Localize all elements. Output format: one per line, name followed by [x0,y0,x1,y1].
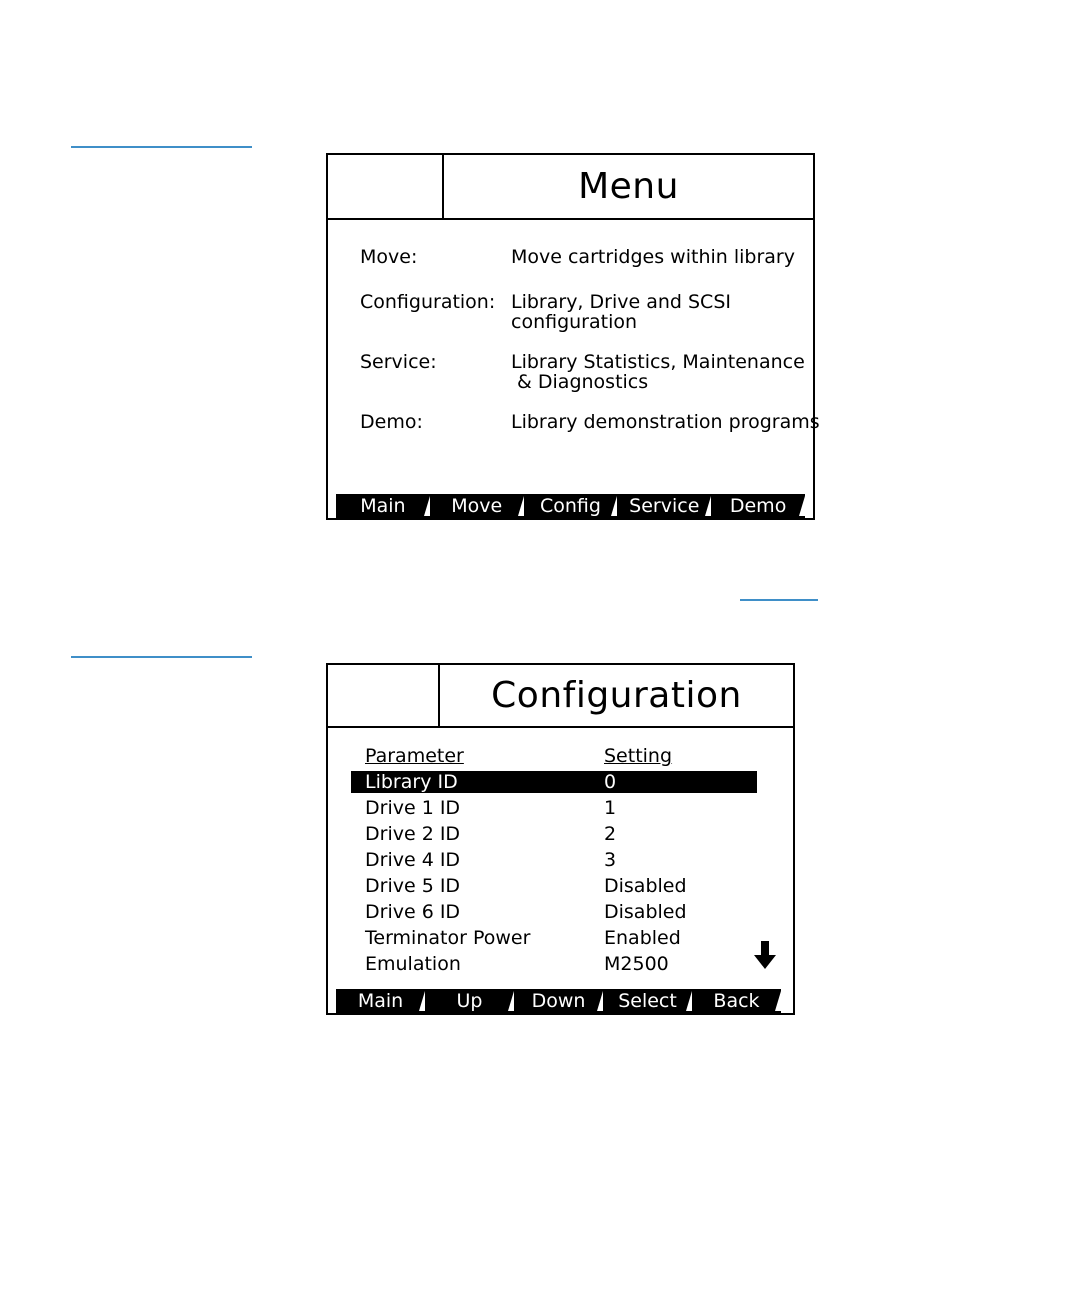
row-parameter: Drive 6 ID [365,901,461,923]
softkey-move[interactable]: Move [430,494,524,518]
softkey-down[interactable]: Down [514,989,603,1013]
row-parameter: Drive 4 ID [365,849,461,871]
row-parameter: Drive 1 ID [365,797,461,819]
menu-item-move[interactable] [360,247,810,271]
row-parameter: Drive 5 ID [365,875,461,897]
menu-item-service[interactable] [360,352,810,396]
config-title-bar [328,665,793,728]
menu-title: Menu [578,166,679,207]
softkey-up[interactable]: Up [425,989,514,1013]
menu-item-label: Service: [360,351,437,373]
menu-item-label: Configuration: [360,291,496,313]
config-title-left-panel [328,665,440,726]
table-row[interactable] [351,953,757,975]
table-row[interactable] [351,797,757,819]
menu-title-left-panel [328,155,444,218]
softkey-main[interactable]: Main [336,494,430,518]
row-setting: 2 [604,823,617,845]
menu-item-description: Library Statistics, Maintenance & Diagnostics [511,351,805,393]
menu-title-bar [328,155,813,220]
softkey-config[interactable]: Config [524,494,618,518]
menu-list [360,246,820,467]
menu-screen [326,153,820,520]
menu-item-configuration[interactable] [360,292,810,336]
menu-softkey-bar [336,494,805,518]
table-row[interactable] [351,927,757,949]
section-rule-bottom [71,656,252,658]
row-parameter: Terminator Power [365,927,531,949]
menu-item-label: Move: [360,246,418,268]
menu-item-description: Library demonstration programs [511,411,820,433]
row-setting: Disabled [604,875,687,897]
row-setting: Disabled [604,901,687,923]
softkey-main[interactable]: Main [336,989,425,1013]
softkey-select[interactable]: Select [603,989,692,1013]
row-setting: 0 [604,771,617,793]
row-setting: M2500 [604,953,669,975]
scroll-down-arrow-icon[interactable] [754,941,776,969]
row-parameter: Drive 2 ID [365,823,461,845]
config-softkey-bar [336,989,781,1013]
softkey-back[interactable]: Back [692,989,781,1013]
menu-item-description: Move cartridges within library [511,246,795,268]
menu-item-description: Library, Drive and SCSI configuration [511,291,731,333]
softkey-service[interactable]: Service [617,494,711,518]
column-header-parameter: Parameter [365,745,464,767]
section-rule-top [71,146,252,148]
column-header-setting: Setting [604,745,673,767]
row-setting: Enabled [604,927,681,949]
table-row[interactable] [351,823,757,845]
configuration-screen [326,663,795,1015]
config-table-header [351,745,757,767]
table-row[interactable] [351,771,757,793]
row-setting: 3 [604,849,617,871]
softkey-demo[interactable]: Demo [711,494,805,518]
table-row[interactable] [351,901,757,923]
menu-item-label: Demo: [360,411,423,433]
row-parameter: Library ID [365,771,458,793]
link-underline[interactable] [740,599,818,601]
config-table [351,745,757,975]
config-title: Configuration [491,675,742,716]
table-row[interactable] [351,875,757,897]
row-parameter: Emulation [365,953,461,975]
menu-item-demo[interactable] [360,411,820,436]
table-row[interactable] [351,849,757,871]
row-setting: 1 [604,797,617,819]
